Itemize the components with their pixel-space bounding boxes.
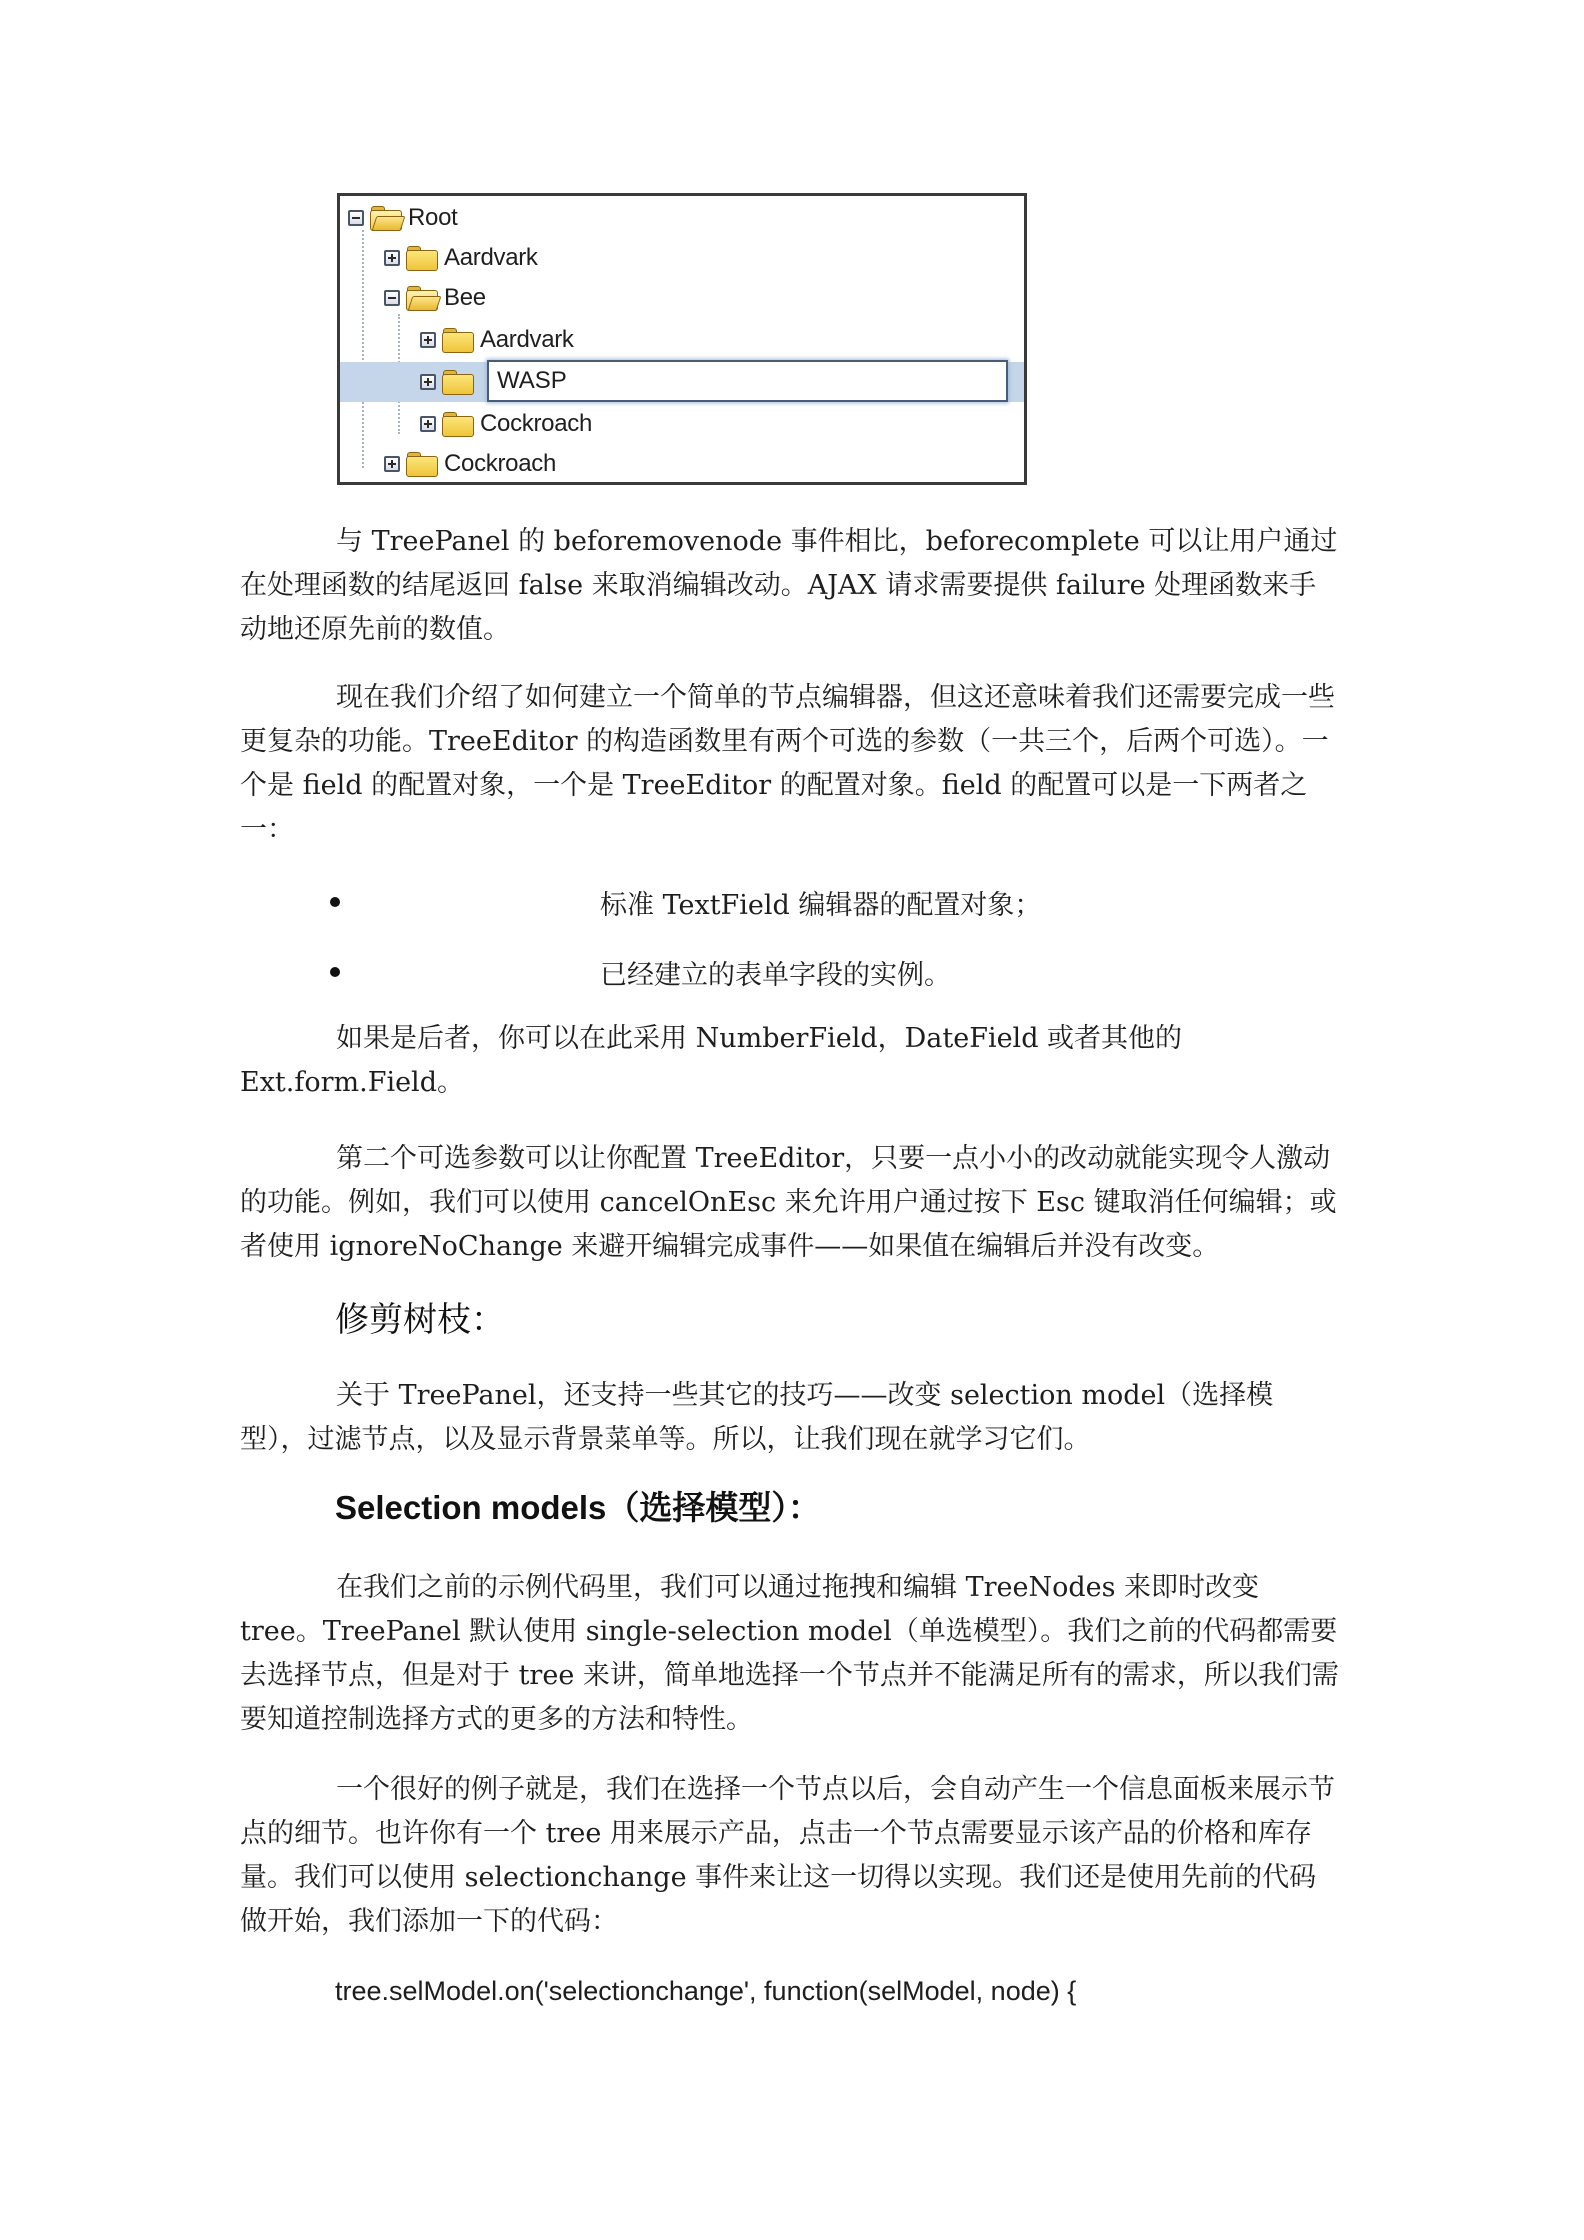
folder-icon bbox=[406, 246, 438, 270]
folder-icon bbox=[442, 370, 474, 394]
tree-node-label: Root bbox=[408, 204, 458, 231]
folder-icon bbox=[442, 412, 474, 436]
tree-node-label: Aardvark bbox=[444, 244, 538, 271]
tree-node-bee-cockroach[interactable] bbox=[420, 404, 592, 444]
tree-node-cockroach[interactable] bbox=[384, 444, 556, 484]
tree-node-label: Cockroach bbox=[444, 450, 557, 477]
expand-icon[interactable] bbox=[420, 374, 436, 390]
tree-node-bee-aardvark[interactable] bbox=[420, 320, 574, 360]
tree-node-aardvark[interactable] bbox=[384, 238, 538, 278]
tree-node-label: Cockroach bbox=[480, 410, 593, 437]
paragraph-field-types: 如果是后者，你可以在此采用 NumberField，DateField 或者其他的 Ext.form.Field。 bbox=[240, 1023, 1183, 1098]
tree-node-label: Aardvark bbox=[480, 326, 574, 353]
expand-icon[interactable] bbox=[384, 456, 400, 472]
folder-open-icon bbox=[406, 286, 438, 310]
expand-icon[interactable] bbox=[420, 332, 436, 348]
paragraph-beforecomplete: 与 TreePanel 的 beforemovenode 事件相比，beforecomplete 可以让用户通过在处理函数的结尾返回 false 来取消编辑改动。AJAX 请求需要提供 failure 处理函数来手动地还原先前的数值。 bbox=[240, 526, 1338, 645]
paragraph-treepanel-tricks: 关于 TreePanel，还支持一些其它的技巧——改变 selection model（选择模型），过滤节点，以及显示背景菜单等。所以，让我们现在就学习它们。 bbox=[240, 1380, 1274, 1455]
bullet-icon bbox=[330, 967, 340, 977]
tree-panel bbox=[337, 193, 1027, 485]
bullet-icon bbox=[330, 897, 340, 907]
section-heading: 修剪树枝： bbox=[335, 1300, 505, 1340]
collapse-icon[interactable] bbox=[384, 290, 400, 306]
paragraph-selectionchange: 一个很好的例子就是，我们在选择一个节点以后，会自动产生一个信息面板来展示节点的细节。也许你有一个 tree 用来展示产品，点击一个节点需要显示该产品的价格和库存量。我们可以使用 selectionchange 事件来让这一切得以实现。我们还是使用先前的代码做开始，我们添加一下的代码： bbox=[240, 1774, 1335, 1937]
bullet-text: 标准 TextField 编辑器的配置对象； bbox=[600, 889, 1042, 921]
tree-node-editor[interactable] bbox=[487, 360, 1008, 402]
expand-icon[interactable] bbox=[420, 416, 436, 432]
code-line: tree.selModel.on('selectionchange', function(selModel, node) { bbox=[335, 1976, 1077, 2006]
tree-guide-line bbox=[362, 230, 364, 468]
bullet-item bbox=[330, 880, 1042, 924]
collapse-icon[interactable] bbox=[348, 210, 364, 226]
tree-node-root[interactable] bbox=[348, 198, 458, 238]
folder-open-icon bbox=[370, 206, 402, 230]
bullet-text: 已经建立的表单字段的实例。 bbox=[600, 959, 951, 991]
folder-icon bbox=[406, 452, 438, 476]
expand-icon[interactable] bbox=[384, 250, 400, 266]
tree-node-label: Bee bbox=[444, 284, 486, 311]
paragraph-second-param: 第二个可选参数可以让你配置 TreeEditor，只要一点小小的改动就能实现令人激动的功能。例如，我们可以使用 cancelOnEsc 来允许用户通过按下 Esc 键取消任何编辑；或者使用 ignoreNoChange 来避开编辑完成事件——如果值在编辑后并没有改变。 bbox=[240, 1143, 1337, 1262]
node-name-input[interactable] bbox=[497, 367, 1006, 395]
paragraph-treeeditor-params: 现在我们介绍了如何建立一个简单的节点编辑器，但这还意味着我们还需要完成一些更复杂的功能。TreeEditor 的构造函数里有两个可选的参数（一共三个，后两个可选）。一个是 field 的配置对象，一个是 TreeEditor 的配置对象。field 的配置可以是一下两者之一： bbox=[240, 682, 1335, 845]
paragraph-selection-models: 在我们之前的示例代码里，我们可以通过拖拽和编辑 TreeNodes 来即时改变 tree。TreePanel 默认使用 single-selection model（单选模型）。我们之前的代码都需要去选择节点，但是对于 tree 来讲，简单地选择一个节点并不能满足所有的需求，所以我们需要知道控制选择方式的更多的方法和特性。 bbox=[240, 1572, 1339, 1735]
folder-icon bbox=[442, 328, 474, 352]
subsection-heading: Selection models（选择模型）： bbox=[335, 1489, 821, 1526]
tree-node-bee[interactable] bbox=[384, 278, 486, 318]
bullet-item bbox=[330, 950, 951, 994]
